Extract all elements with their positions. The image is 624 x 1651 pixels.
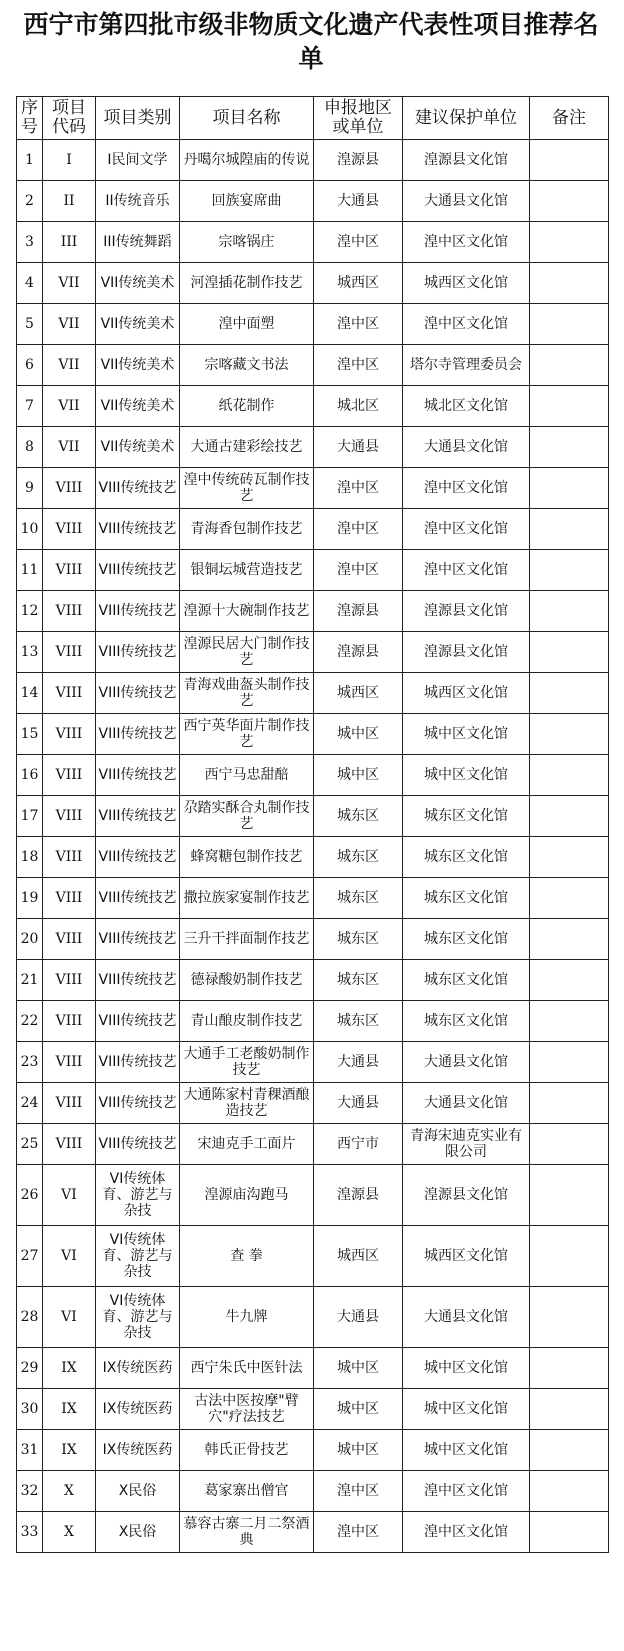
cell-category: VII传统美术	[96, 263, 180, 304]
table-row	[17, 427, 609, 468]
cell-no: 13	[17, 632, 43, 673]
table-row	[17, 386, 609, 427]
cell-code: VIII	[43, 878, 96, 919]
cell-region: 湟源县	[314, 1165, 403, 1226]
cell-code: VIII	[43, 837, 96, 878]
cell-no: 20	[17, 919, 43, 960]
cell-name: 西宁朱氏中医针法	[180, 1348, 314, 1389]
cell-no: 17	[17, 796, 43, 837]
cell-region: 湟源县	[314, 140, 403, 181]
cell-unit: 湟中区文化馆	[403, 1471, 530, 1512]
cell-note	[530, 468, 609, 509]
cell-code: VIII	[43, 632, 96, 673]
cell-unit: 城西区文化馆	[403, 1226, 530, 1287]
cell-category: VIII传统技艺	[96, 673, 180, 714]
cell-code: X	[43, 1471, 96, 1512]
cell-unit: 大通县文化馆	[403, 1083, 530, 1124]
cell-name: 西宁英华面片制作技艺	[180, 714, 314, 755]
cell-unit: 城西区文化馆	[403, 263, 530, 304]
table-row	[17, 837, 609, 878]
cell-note	[530, 1430, 609, 1471]
cell-name: 湟源十大碗制作技艺	[180, 591, 314, 632]
cell-note	[530, 1165, 609, 1226]
cell-note	[530, 919, 609, 960]
cell-no: 6	[17, 345, 43, 386]
table-row	[17, 673, 609, 714]
cell-category: VII传统美术	[96, 427, 180, 468]
cell-region: 湟中区	[314, 468, 403, 509]
cell-category: VII传统美术	[96, 304, 180, 345]
cell-code: VII	[43, 427, 96, 468]
cell-note	[530, 1124, 609, 1165]
cell-name: 湟中传统砖瓦制作技艺	[180, 468, 314, 509]
cell-region: 湟源县	[314, 591, 403, 632]
cell-region: 城西区	[314, 263, 403, 304]
cell-unit: 城东区文化馆	[403, 878, 530, 919]
cell-category: X民俗	[96, 1471, 180, 1512]
cell-note	[530, 345, 609, 386]
cell-name: 湟源民居大门制作技艺	[180, 632, 314, 673]
cell-code: IX	[43, 1389, 96, 1430]
cell-region: 城中区	[314, 1389, 403, 1430]
cell-unit: 城西区文化馆	[403, 673, 530, 714]
cell-name: 大通古建彩绘技艺	[180, 427, 314, 468]
table-row	[17, 550, 609, 591]
table-row	[17, 755, 609, 796]
cell-code: VIII	[43, 673, 96, 714]
cell-no: 33	[17, 1512, 43, 1553]
cell-note	[530, 591, 609, 632]
cell-category: VIII传统技艺	[96, 1042, 180, 1083]
table-row	[17, 1430, 609, 1471]
cell-no: 21	[17, 960, 43, 1001]
cell-no: 23	[17, 1042, 43, 1083]
cell-category: VIII传统技艺	[96, 755, 180, 796]
cell-no: 27	[17, 1226, 43, 1287]
cell-name: 河湟插花制作技艺	[180, 263, 314, 304]
cell-code: VIII	[43, 591, 96, 632]
cell-name: 查 拳	[180, 1226, 314, 1287]
cell-name: 葛家寨出僧官	[180, 1471, 314, 1512]
cell-category: III传统舞蹈	[96, 222, 180, 263]
cell-no: 24	[17, 1083, 43, 1124]
cell-unit: 城中区文化馆	[403, 1389, 530, 1430]
document-title: 西宁市第四批市级非物质文化遗产代表性项目推荐名单	[23, 10, 599, 73]
header-cell-note: 备注	[530, 97, 609, 140]
cell-code: VIII	[43, 1042, 96, 1083]
cell-note	[530, 755, 609, 796]
cell-name: 宗喀藏文书法	[180, 345, 314, 386]
cell-region: 城东区	[314, 837, 403, 878]
cell-category: VIII传统技艺	[96, 714, 180, 755]
cell-no: 16	[17, 755, 43, 796]
table-row	[17, 796, 609, 837]
cell-name: 湟中面塑	[180, 304, 314, 345]
cell-no: 9	[17, 468, 43, 509]
cell-no: 10	[17, 509, 43, 550]
cell-category: VIII传统技艺	[96, 1083, 180, 1124]
cell-region: 湟中区	[314, 1471, 403, 1512]
cell-code: VIII	[43, 796, 96, 837]
cell-unit: 大通县文化馆	[403, 1042, 530, 1083]
cell-unit: 城东区文化馆	[403, 919, 530, 960]
cell-code: VIII	[43, 960, 96, 1001]
table-row	[17, 468, 609, 509]
cell-region: 湟中区	[314, 304, 403, 345]
cell-no: 26	[17, 1165, 43, 1226]
header-cell-no: 序号	[17, 97, 43, 140]
cell-name: 大通手工老酸奶制作技艺	[180, 1042, 314, 1083]
cell-no: 1	[17, 140, 43, 181]
header-cell-name: 项目名称	[180, 97, 314, 140]
cell-region: 湟中区	[314, 1512, 403, 1553]
cell-no: 2	[17, 181, 43, 222]
cell-name: 宗喀锅庄	[180, 222, 314, 263]
cell-no: 7	[17, 386, 43, 427]
heritage-table	[16, 96, 609, 1553]
cell-code: VIII	[43, 755, 96, 796]
cell-region: 湟源县	[314, 632, 403, 673]
cell-name: 尕踏实酥合丸制作技艺	[180, 796, 314, 837]
cell-no: 31	[17, 1430, 43, 1471]
cell-category: VI传统体育、游艺与杂技	[96, 1165, 180, 1226]
cell-region: 城西区	[314, 1226, 403, 1287]
cell-no: 12	[17, 591, 43, 632]
cell-no: 3	[17, 222, 43, 263]
cell-note	[530, 140, 609, 181]
table-row	[17, 632, 609, 673]
cell-note	[530, 304, 609, 345]
cell-unit: 城北区文化馆	[403, 386, 530, 427]
cell-category: IX传统医药	[96, 1348, 180, 1389]
table-row	[17, 140, 609, 181]
table-row	[17, 1287, 609, 1348]
cell-note	[530, 509, 609, 550]
cell-category: VIII传统技艺	[96, 837, 180, 878]
cell-unit: 城东区文化馆	[403, 796, 530, 837]
cell-name: 西宁马忠甜醅	[180, 755, 314, 796]
cell-name: 湟源庙沟跑马	[180, 1165, 314, 1226]
cell-category: VIII传统技艺	[96, 919, 180, 960]
cell-unit: 青海宋迪克实业有限公司	[403, 1124, 530, 1165]
cell-name: 大通陈家村青稞酒酿造技艺	[180, 1083, 314, 1124]
cell-name: 青海香包制作技艺	[180, 509, 314, 550]
cell-region: 大通县	[314, 181, 403, 222]
cell-no: 18	[17, 837, 43, 878]
cell-name: 青山酿皮制作技艺	[180, 1001, 314, 1042]
cell-unit: 湟源县文化馆	[403, 1165, 530, 1226]
cell-name: 蜂窝糖包制作技艺	[180, 837, 314, 878]
cell-note	[530, 1001, 609, 1042]
cell-note	[530, 1083, 609, 1124]
cell-name: 宋迪克手工面片	[180, 1124, 314, 1165]
table-row	[17, 1083, 609, 1124]
cell-note	[530, 222, 609, 263]
cell-name: 回族宴席曲	[180, 181, 314, 222]
cell-region: 湟中区	[314, 550, 403, 591]
header-cell-code: 项目代码	[43, 97, 96, 140]
cell-unit: 城东区文化馆	[403, 1001, 530, 1042]
table-row	[17, 919, 609, 960]
cell-name: 撒拉族家宴制作技艺	[180, 878, 314, 919]
table-row	[17, 181, 609, 222]
table-row	[17, 304, 609, 345]
cell-no: 11	[17, 550, 43, 591]
cell-note	[530, 1471, 609, 1512]
cell-no: 32	[17, 1471, 43, 1512]
cell-region: 城中区	[314, 714, 403, 755]
cell-code: VIII	[43, 468, 96, 509]
cell-category: VI传统体育、游艺与杂技	[96, 1287, 180, 1348]
cell-code: III	[43, 222, 96, 263]
cell-code: IX	[43, 1430, 96, 1471]
table-row	[17, 263, 609, 304]
cell-no: 14	[17, 673, 43, 714]
cell-category: VIII传统技艺	[96, 796, 180, 837]
cell-category: VIII传统技艺	[96, 468, 180, 509]
cell-no: 19	[17, 878, 43, 919]
cell-note	[530, 550, 609, 591]
cell-category: VIII传统技艺	[96, 1124, 180, 1165]
cell-note	[530, 714, 609, 755]
cell-unit: 湟中区文化馆	[403, 304, 530, 345]
table-row	[17, 509, 609, 550]
cell-unit: 湟中区文化馆	[403, 1512, 530, 1553]
cell-category: I民间文学	[96, 140, 180, 181]
cell-note	[530, 1389, 609, 1430]
cell-code: VIII	[43, 550, 96, 591]
cell-code: VI	[43, 1287, 96, 1348]
cell-region: 城北区	[314, 386, 403, 427]
cell-unit: 湟源县文化馆	[403, 632, 530, 673]
cell-unit: 大通县文化馆	[403, 1287, 530, 1348]
cell-code: VIII	[43, 919, 96, 960]
cell-note	[530, 181, 609, 222]
cell-code: I	[43, 140, 96, 181]
table-row	[17, 345, 609, 386]
cell-unit: 城东区文化馆	[403, 960, 530, 1001]
cell-name: 三升干拌面制作技艺	[180, 919, 314, 960]
table-row	[17, 1042, 609, 1083]
cell-region: 城中区	[314, 1348, 403, 1389]
cell-note	[530, 1512, 609, 1553]
cell-no: 29	[17, 1348, 43, 1389]
cell-category: VIII传统技艺	[96, 960, 180, 1001]
cell-region: 大通县	[314, 1083, 403, 1124]
cell-region: 大通县	[314, 427, 403, 468]
cell-region: 大通县	[314, 1042, 403, 1083]
cell-category: IX传统医药	[96, 1389, 180, 1430]
cell-region: 大通县	[314, 1287, 403, 1348]
cell-unit: 城中区文化馆	[403, 1430, 530, 1471]
cell-unit: 城中区文化馆	[403, 714, 530, 755]
cell-code: VII	[43, 345, 96, 386]
header-row	[17, 97, 609, 140]
header-cell-category: 项目类别	[96, 97, 180, 140]
cell-unit: 湟中区文化馆	[403, 550, 530, 591]
cell-code: VIII	[43, 1124, 96, 1165]
cell-no: 4	[17, 263, 43, 304]
cell-region: 湟中区	[314, 345, 403, 386]
cell-no: 28	[17, 1287, 43, 1348]
cell-code: VIII	[43, 509, 96, 550]
cell-name: 银铜坛城营造技艺	[180, 550, 314, 591]
cell-code: VII	[43, 386, 96, 427]
cell-unit: 城中区文化馆	[403, 1348, 530, 1389]
cell-note	[530, 386, 609, 427]
cell-category: VII传统美术	[96, 345, 180, 386]
cell-note	[530, 837, 609, 878]
table-row	[17, 222, 609, 263]
cell-unit: 湟中区文化馆	[403, 222, 530, 263]
cell-note	[530, 960, 609, 1001]
cell-category: X民俗	[96, 1512, 180, 1553]
cell-note	[530, 1287, 609, 1348]
header-cell-unit: 建议保护单位	[403, 97, 530, 140]
cell-note	[530, 1348, 609, 1389]
cell-note	[530, 673, 609, 714]
cell-code: VII	[43, 263, 96, 304]
cell-unit: 湟源县文化馆	[403, 591, 530, 632]
cell-category: VI传统体育、游艺与杂技	[96, 1226, 180, 1287]
cell-no: 25	[17, 1124, 43, 1165]
cell-no: 30	[17, 1389, 43, 1430]
cell-category: VIII传统技艺	[96, 632, 180, 673]
cell-category: VIII传统技艺	[96, 509, 180, 550]
cell-no: 8	[17, 427, 43, 468]
cell-unit: 塔尔寺管理委员会	[403, 345, 530, 386]
cell-no: 15	[17, 714, 43, 755]
cell-region: 城中区	[314, 755, 403, 796]
cell-code: IX	[43, 1348, 96, 1389]
cell-unit: 大通县文化馆	[403, 181, 530, 222]
cell-name: 古法中医按摩"臂穴"疗法技艺	[180, 1389, 314, 1430]
cell-code: VII	[43, 304, 96, 345]
cell-code: VIII	[43, 714, 96, 755]
cell-name: 纸花制作	[180, 386, 314, 427]
cell-note	[530, 796, 609, 837]
cell-code: VIII	[43, 1083, 96, 1124]
cell-category: VII传统美术	[96, 386, 180, 427]
table-row	[17, 1226, 609, 1287]
cell-code: II	[43, 181, 96, 222]
cell-region: 城东区	[314, 919, 403, 960]
cell-category: IX传统医药	[96, 1430, 180, 1471]
table-row	[17, 1124, 609, 1165]
cell-name: 丹噶尔城隍庙的传说	[180, 140, 314, 181]
cell-note	[530, 878, 609, 919]
cell-category: VIII传统技艺	[96, 878, 180, 919]
table-row	[17, 960, 609, 1001]
cell-unit: 湟中区文化馆	[403, 509, 530, 550]
cell-no: 22	[17, 1001, 43, 1042]
cell-note	[530, 427, 609, 468]
cell-category: VIII传统技艺	[96, 591, 180, 632]
table-row	[17, 714, 609, 755]
table-body	[17, 140, 609, 1553]
cell-region: 城东区	[314, 960, 403, 1001]
cell-unit: 城东区文化馆	[403, 837, 530, 878]
table-row	[17, 1389, 609, 1430]
table-row	[17, 1348, 609, 1389]
cell-category: II传统音乐	[96, 181, 180, 222]
cell-region: 城西区	[314, 673, 403, 714]
cell-no: 5	[17, 304, 43, 345]
cell-name: 青海戏曲盔头制作技艺	[180, 673, 314, 714]
cell-unit: 湟中区文化馆	[403, 468, 530, 509]
cell-name: 牛九牌	[180, 1287, 314, 1348]
table-row	[17, 878, 609, 919]
cell-category: VIII传统技艺	[96, 550, 180, 591]
table-row	[17, 1001, 609, 1042]
cell-region: 城东区	[314, 1001, 403, 1042]
cell-name: 韩氏正骨技艺	[180, 1430, 314, 1471]
cell-category: VIII传统技艺	[96, 1001, 180, 1042]
cell-code: VIII	[43, 1001, 96, 1042]
table-row	[17, 1512, 609, 1553]
cell-region: 城东区	[314, 796, 403, 837]
cell-note	[530, 1042, 609, 1083]
table-header	[17, 97, 609, 140]
table-row	[17, 591, 609, 632]
cell-unit: 大通县文化馆	[403, 427, 530, 468]
table-row	[17, 1471, 609, 1512]
cell-region: 湟中区	[314, 222, 403, 263]
cell-region: 城东区	[314, 878, 403, 919]
cell-name: 慕容古寨二月二祭酒典	[180, 1512, 314, 1553]
cell-code: VI	[43, 1165, 96, 1226]
cell-region: 西宁市	[314, 1124, 403, 1165]
cell-region: 城中区	[314, 1430, 403, 1471]
cell-code: X	[43, 1512, 96, 1553]
cell-note	[530, 263, 609, 304]
header-cell-region: 申报地区或单位	[314, 97, 403, 140]
cell-note	[530, 632, 609, 673]
cell-unit: 湟源县文化馆	[403, 140, 530, 181]
cell-code: VI	[43, 1226, 96, 1287]
cell-unit: 城中区文化馆	[403, 755, 530, 796]
cell-region: 湟中区	[314, 509, 403, 550]
cell-name: 德禄酸奶制作技艺	[180, 960, 314, 1001]
cell-note	[530, 1226, 609, 1287]
table-row	[17, 1165, 609, 1226]
